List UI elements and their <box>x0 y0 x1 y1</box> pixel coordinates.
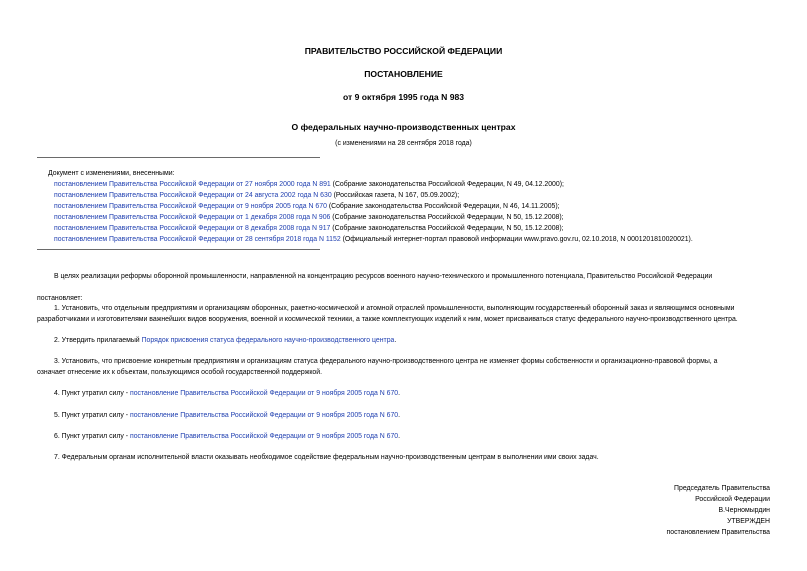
document-title: О федеральных научно-производственных центрах <box>291 122 516 132</box>
repeal-link[interactable]: постановление Правительства Российской Федерации от 9 ноября 2005 года N 670 <box>129 433 399 440</box>
amendment-link[interactable]: постановлением Правительства Российской Федерации от 8 декабря 2008 года N 917 <box>54 225 331 232</box>
paragraph-4-text: 4. Пункт утратил силу - <box>54 390 130 397</box>
paragraph-6-text: 6. Пункт утратил силу - <box>54 433 130 440</box>
paragraph-5-end: . <box>398 412 401 419</box>
paragraph-1-line-1: 1. Установить, что отдельным предприятиям и организациям оборонных, ракетно-космической и атомной отраслей промышленности, выполняющим государственный оборонный заказ и являющимся основными <box>54 305 735 312</box>
paragraph-4-end: . <box>398 390 401 397</box>
amendment-item <box>54 204 560 211</box>
amendments-intro: Документ с изменениями, внесенными: <box>48 170 175 177</box>
paragraph-2 <box>54 338 396 345</box>
amendment-link[interactable]: постановлением Правительства Российской Федерации от 1 декабря 2008 года N 906 <box>54 214 331 221</box>
amendment-item <box>54 237 693 244</box>
amendment-source: (Российская газета, N 167, 05.09.2002); <box>331 192 460 199</box>
document-type-heading: ПОСТАНОВЛЕНИЕ <box>364 69 443 79</box>
amendment-item <box>54 226 564 233</box>
amendment-source: (Официальный интернет-портал правовой информации www.pravo.gov.ru, 02.10.2018, N 0001201810020021). <box>340 236 693 243</box>
paragraph-3-line-1: 3. Установить, что присвоение конкретным предприятиям и организациям статуса федерального научно-производственного центра не изменяет формы собственности и организационно-правовой формы, а <box>54 358 718 365</box>
government-heading: ПРАВИТЕЛЬСТВО РОССИЙСКОЙ ФЕДЕРАЦИИ <box>304 46 503 56</box>
amendment-item <box>54 215 564 222</box>
paragraph-6 <box>54 434 400 441</box>
decree-word: постановляет: <box>37 295 83 302</box>
paragraph-2-end: . <box>394 337 397 344</box>
paragraph-1-line-2: разработчиками и изготовителями важнейших видов вооружения, военной и космической техники, а также комплектующих изделий к ним, может присваиваться статус федерального научно-производственного центра. <box>37 316 738 323</box>
approved-label: УТВЕРЖДЕН <box>727 518 770 525</box>
signatory-position: Председатель Правительства <box>674 485 770 492</box>
paragraph-2-text: 2. Утвердить прилагаемый <box>54 337 142 344</box>
amendment-source: (Собрание законодательства Российской Федерации, N 50, 15.12.2008); <box>330 214 564 221</box>
paragraph-3-line-2: означает отнесение их к объектам, пользующимся особой государственной поддержкой. <box>37 369 323 376</box>
procedure-link[interactable]: Порядок присвоения статуса федерального научно-производственного центра <box>141 337 395 344</box>
amendment-link[interactable]: постановлением Правительства Российской Федерации от 27 ноября 2000 года N 891 <box>54 181 331 188</box>
amendment-link[interactable]: постановлением Правительства Российской Федерации от 9 ноября 2005 года N 670 <box>54 203 327 210</box>
signatory-name: В.Черномырдин <box>718 507 770 514</box>
amendment-source: (Собрание законодательства Российской Федерации, N 49, 04.12.2000); <box>330 181 564 188</box>
paragraph-4 <box>54 391 400 398</box>
amendment-item <box>54 182 564 189</box>
amendment-link[interactable]: постановлением Правительства Российской Федерации от 24 августа 2002 года N 630 <box>54 192 332 199</box>
signatory-country: Российской Федерации <box>695 496 770 503</box>
document-subtitle: (с изменениями на 28 сентября 2018 года) <box>335 140 472 147</box>
preamble-paragraph: В целях реализации реформы оборонной промышленности, направленной на концентрацию ресурсов военного научно-технического и промышленного потенциала, Правительство Российской Федерации <box>54 273 713 280</box>
amendment-item <box>54 193 459 200</box>
top-divider <box>37 157 320 158</box>
approved-by: постановлением Правительства <box>666 529 770 536</box>
amendment-link[interactable]: постановлением Правительства Российской Федерации от 28 сентября 2018 года N 1152 <box>54 236 341 243</box>
paragraph-6-end: . <box>398 433 401 440</box>
document-date-number: от 9 октября 1995 года N 983 <box>342 92 465 102</box>
paragraph-5 <box>54 413 400 420</box>
paragraph-5-text: 5. Пункт утратил силу - <box>54 412 130 419</box>
paragraph-7: 7. Федеральным органам исполнительной власти оказывать необходимое содействие федеральным научно-производственным центрам в выполнении ими своих задач. <box>54 454 599 461</box>
repeal-link[interactable]: постановление Правительства Российской Федерации от 9 ноября 2005 года N 670 <box>129 412 399 419</box>
repeal-link[interactable]: постановление Правительства Российской Федерации от 9 ноября 2005 года N 670 <box>129 390 399 397</box>
bottom-divider <box>37 249 320 250</box>
amendment-source: (Собрание законодательства Российской Федерации, N 50, 15.12.2008); <box>330 225 564 232</box>
amendment-source: (Собрание законодательства Российской Федерации, N 46, 14.11.2005); <box>326 203 560 210</box>
